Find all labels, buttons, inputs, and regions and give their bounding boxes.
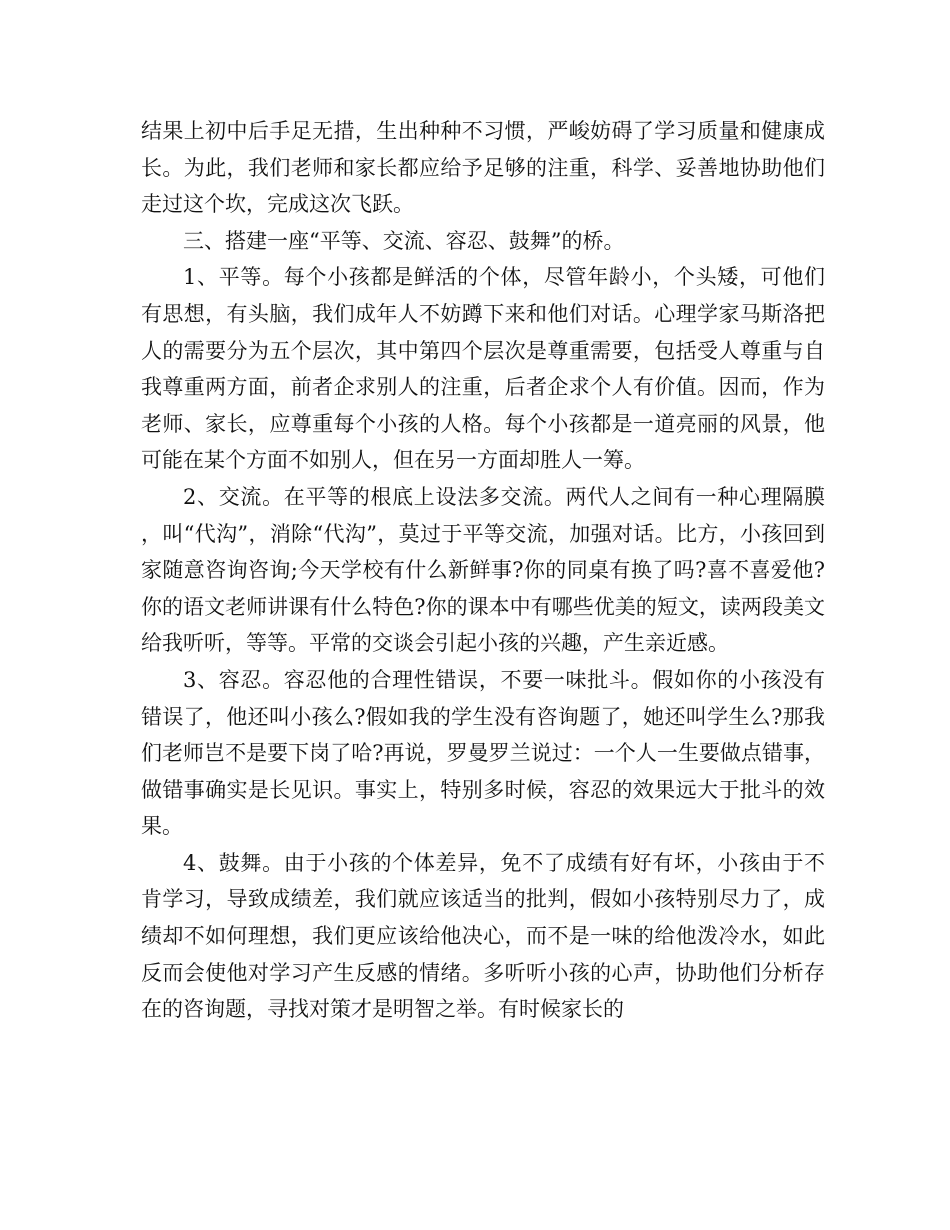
document-body — [141, 113, 825, 1028]
paragraph-continuation: 结果上初中后手足无措，生出种种不习惯，严峻妨碍了学习质量和健康成长。为此，我们老师和家长都应给予足够的注重，科学、妥善地协助他们走过这个坎，完成这次飞跃。 — [141, 119, 825, 217]
paragraph-communication: 2、交流。在平等的根底上设法多交流。两代人之间有一种心理隔膜，叫“代沟”，消除“代沟”，莫过于平等交流，加强对话。比方，小孩回到家随意咨询咨询;今天学校有什么新鲜事?你的同桌有换了吗?喜不喜爱他?你的语文老师讲课有什么特色?你的课本中有哪些优美的短文，读两段美文给我听听，等等。平常的交谈会引起小孩的兴趣，产生亲近感。 — [141, 484, 825, 656]
paragraph-equality: 1、平等。每个小孩都是鲜活的个体，尽管年龄小，个头矮，可他们有思想，有头脑，我们成年人不妨蹲下来和他们对话。心理学家马斯洛把人的需要分为五个层次，其中第四个层次是尊重需要，包括受人尊重与自我尊重两方面，前者企求别人的注重，后者企求个人有价值。因而，作为老师、家长，应尊重每个小孩的人格。每个小孩都是一道亮丽的风景，他可能在某个方面不如别人，但在另一方面却胜人一筹。 — [141, 265, 825, 473]
paragraph-section-heading: 三、搭建一座“平等、交流、容忍、鼓舞”的桥。 — [183, 228, 625, 253]
paragraph-tolerance: 3、容忍。容忍他的合理性错误，不要一味批斗。假如你的小孩没有错误了，他还叫小孩么?假如我的学生没有咨询题了，她还叫学生么?那我们老师岂不是要下岗了哈?再说，罗曼罗兰说过：一个人一生要做点错事，做错事确实是长见识。事实上，特别多时候，容忍的效果远大于批斗的效果。 — [141, 667, 825, 839]
paragraph-encouragement: 4、鼓舞。由于小孩的个体差异，免不了成绩有好有坏，小孩由于不肯学习，导致成绩差，我们就应该适当的批判，假如小孩特别尽力了，成绩却不如何理想，我们更应该给他决心，而不是一味的给他泼冷水，如此反而会使他对学习产生反感的情绪。多听听小孩的心声，协助他们分析存在的咨询题，寻找对策才是明智之举。有时候家长的 — [141, 850, 825, 1022]
